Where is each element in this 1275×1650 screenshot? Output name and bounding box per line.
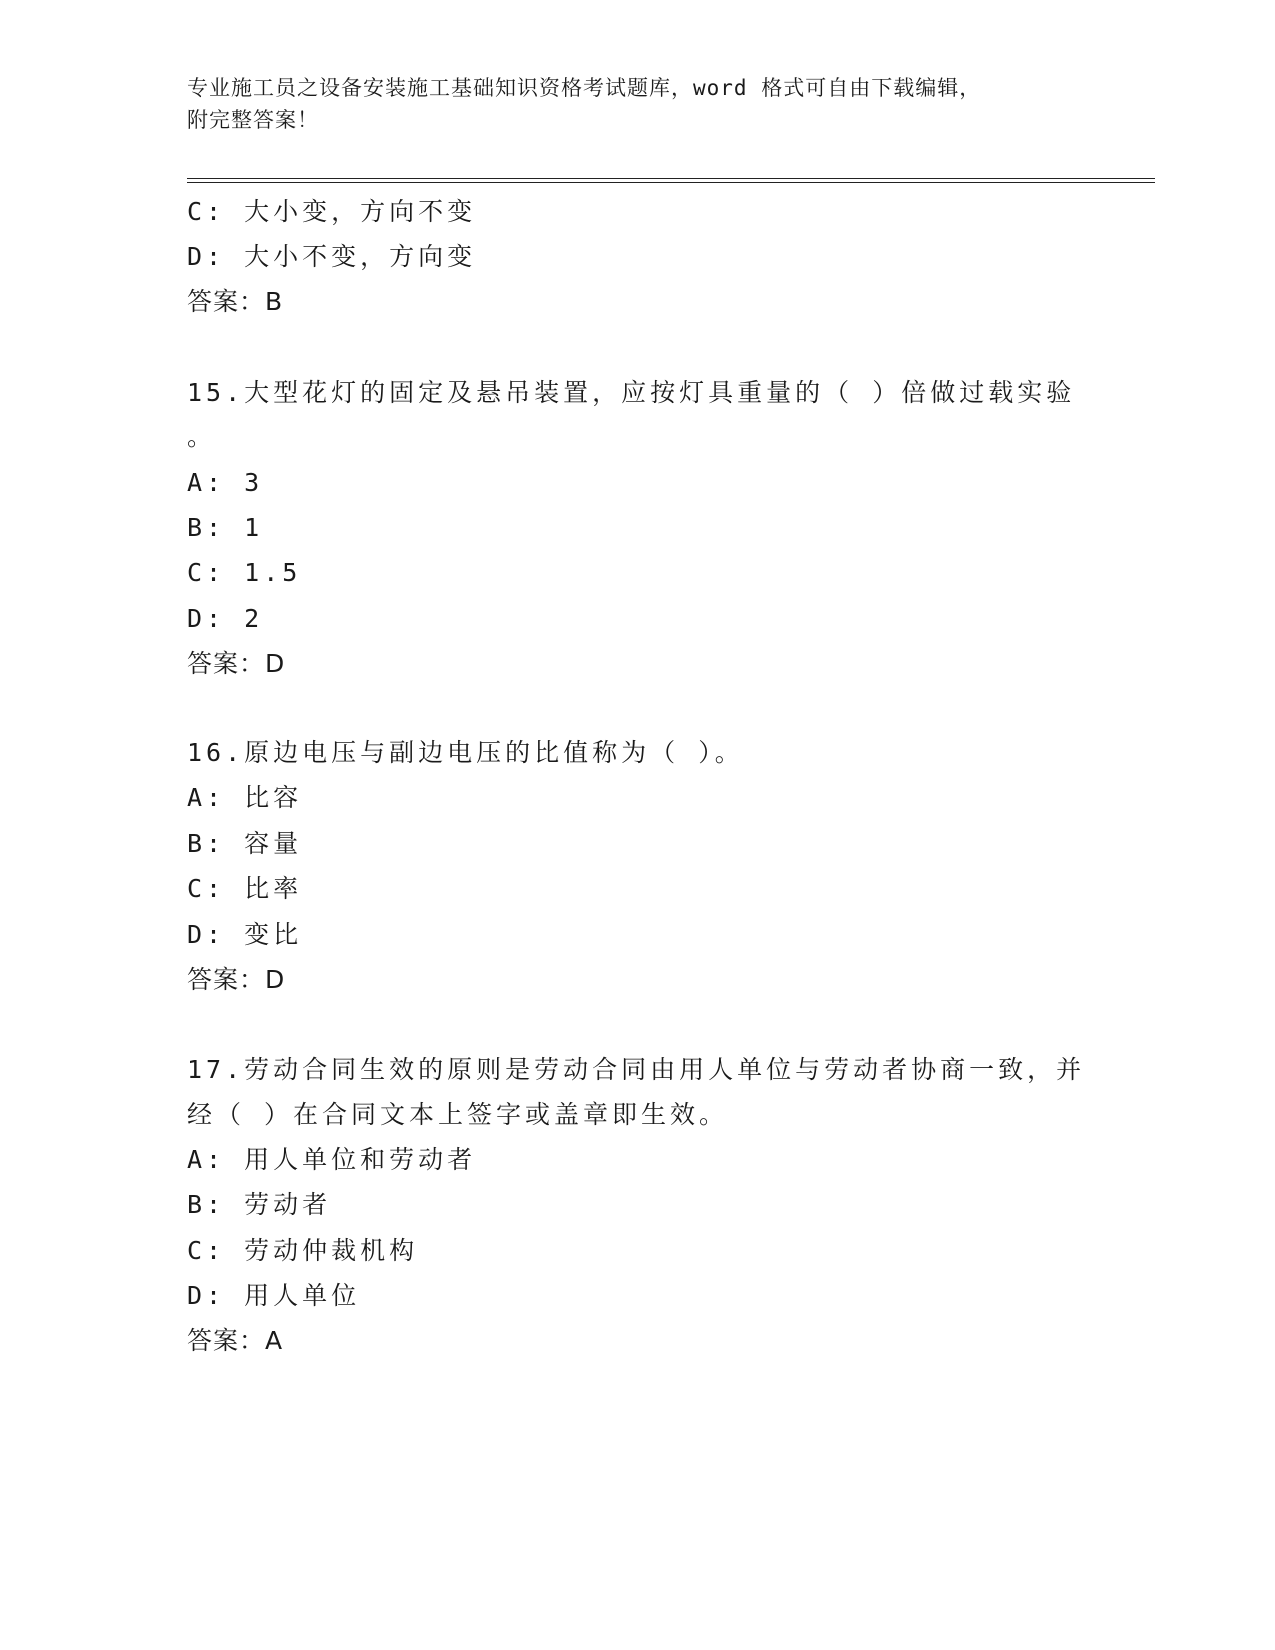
q17-stem-line-2: 经（ ）在合同文本上签字或盖章即生效。: [187, 1100, 729, 1129]
q15-stem-line-2: 。: [187, 422, 217, 451]
q17-answer: 答案：A: [187, 1326, 284, 1355]
prev-answer: 答案：B: [187, 287, 284, 316]
header-divider-top: [187, 178, 1155, 179]
q16-option-a: A: 比容: [187, 783, 303, 812]
q16-answer: 答案：D: [187, 965, 286, 994]
q16-option-c: C: 比率: [187, 874, 303, 903]
document-header: [187, 72, 1087, 136]
q15-answer: 答案：D: [187, 649, 286, 678]
q15-option-b: B: 1: [187, 513, 264, 542]
q16-stem-line-1: 16.原边电压与副边电压的比值称为（ ）。: [187, 738, 744, 767]
q17-stem-line-1: 17.劳动合同生效的原则是劳动合同由用人单位与劳动者协商一致，并: [187, 1055, 1086, 1084]
q16-option-d: D: 变比: [187, 920, 303, 949]
q15-option-c: C: 1.5: [187, 558, 302, 587]
header-line-1: 专业施工员之设备安装施工基础知识资格考试题库，word 格式可自由下载编辑，: [187, 76, 982, 100]
q17-option-c: C: 劳动仲裁机构: [187, 1236, 419, 1265]
header-divider-bottom: [187, 182, 1155, 183]
q17-option-d: D: 用人单位: [187, 1281, 361, 1310]
q15-stem-line-1: 15.大型花灯的固定及悬吊装置，应按灯具重量的（ ）倍做过载实验: [187, 378, 1076, 407]
q15-option-d: D: 2: [187, 604, 264, 633]
prev-option-d: D: 大小不变，方向变: [187, 242, 477, 271]
q16-option-b: B: 容量: [187, 829, 303, 858]
q17-option-b: B: 劳动者: [187, 1190, 332, 1219]
q17-option-a: A: 用人单位和劳动者: [187, 1145, 477, 1174]
q15-option-a: A: 3: [187, 468, 264, 497]
header-line-2: 附完整答案！: [187, 108, 319, 132]
prev-option-c: C: 大小变，方向不变: [187, 197, 477, 226]
